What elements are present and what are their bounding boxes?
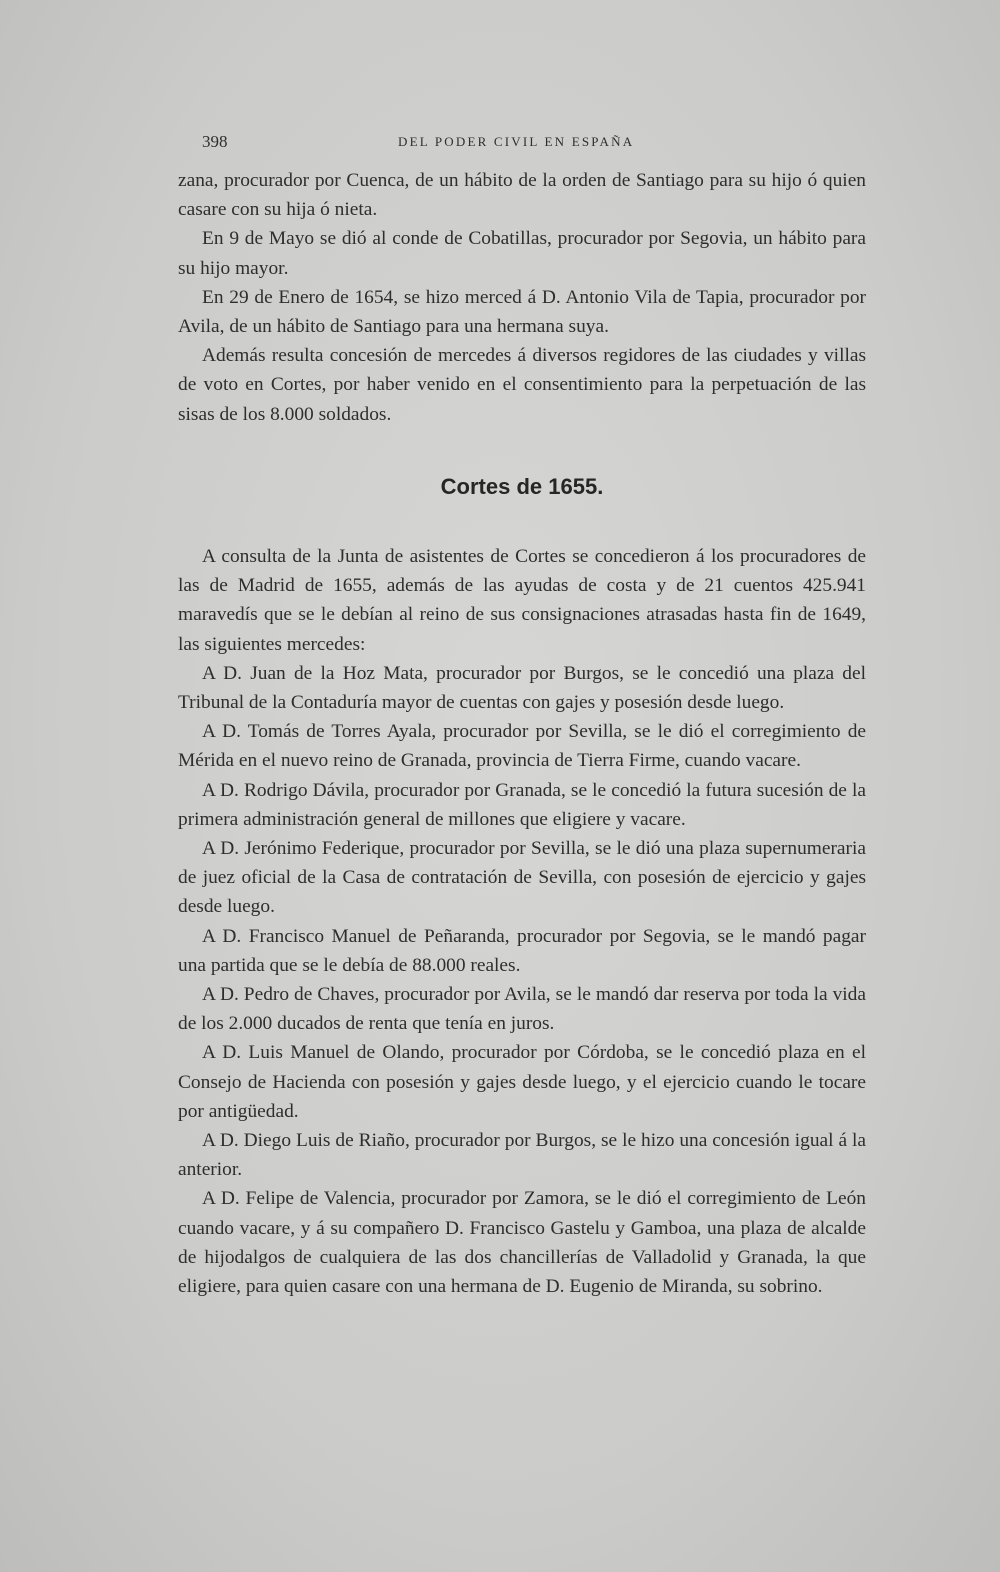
section-title: Cortes de 1655. — [440, 474, 604, 499]
paragraph: A D. Tomás de Torres Ayala, procurador por Sevilla, se le dió el corregimiento de Mérida en el nuevo reino de Granada, provincia de Tierra Firme, cuando vacare. — [178, 721, 866, 772]
paragraph: A D. Juan de la Hoz Mata, procurador por Burgos, se le concedió una plaza del Tribunal de la Contaduría mayor de cuentas con gajes y posesión desde luego. — [178, 662, 866, 714]
intro-text — [178, 166, 866, 429]
paragraph: A D. Luis Manuel de Olando, procurador por Córdoba, se le concedió plaza en el Consejo de Hacienda con posesión y gajes desde luego, y el ejercicio cuando le tocare por antigüedad. — [178, 1042, 866, 1122]
page-header — [178, 132, 868, 158]
paragraph: En 9 de Mayo se dió al conde de Cobatillas, procurador por Segovia, un hábito para su hijo mayor. — [178, 228, 866, 279]
paragraph: A D. Jerónimo Federique, procurador por Sevilla, se le dió una plaza supernumeraria de juez oficial de la Casa de contratación de Sevilla, con posesión de ejercicio y gajes desde luego. — [178, 838, 866, 918]
paragraph: A D. Rodrigo Dávila, procurador por Granada, se le concedió la futura sucesión de la primera administración general de millones que eligiere y vacare. — [178, 779, 866, 830]
paragraph: Además resulta concesión de mercedes á diversos regidores de las ciudades y villas de voto en Cortes, por haber venido en el consentimiento para la perpetuación de las sisas de los 8.000 soldados. — [178, 345, 866, 425]
page-number: 398 — [202, 132, 228, 151]
running-head: DEL PODER CIVIL EN ESPAÑA — [398, 134, 635, 149]
paragraph: A D. Diego Luis de Riaño, procurador por Burgos, se le hizo una concesión igual á la anterior. — [178, 1130, 866, 1181]
paragraph: A D. Felipe de Valencia, procurador por Zamora, se le dió el corregimiento de León cuando vacare, y á su compañero D. Francisco Gastelu y Gamboa, una plaza de alcalde de hijodalgos de cualquiera de las dos chancillerías de Valladolid y Granada, la que eligiere, para quien casare con una hermana de D. Eugenio de Miranda, su sobrino. — [178, 1188, 866, 1298]
paragraph: En 29 de Enero de 1654, se hizo merced á D. Antonio Vila de Tapia, procurador por Avila, de un hábito de Santiago para una hermana suya. — [178, 286, 866, 338]
paragraph: A D. Pedro de Chaves, procurador por Avila, se le mandó dar reserva por toda la vida de los 2.000 ducados de renta que tenía en juros. — [178, 984, 866, 1035]
paragraph: A consulta de la Junta de asistentes de Cortes se concedieron á los procuradores de las de Madrid de 1655, además de las ayudas de costa y de 21 cuentos 425.941 maravedís que se le debían al reino de sus consignaciones atrasadas hasta fin de 1649, las siguientes mercedes: — [178, 546, 866, 655]
section-text — [178, 542, 866, 1301]
paragraph: zana, procurador por Cuenca, de un hábito de la orden de Santiago para su hijo ó quien casare con su hija ó nieta. — [178, 170, 866, 221]
paragraph: A D. Francisco Manuel de Peñaranda, procurador por Segovia, se le mandó pagar una partida que se le debía de 88.000 reales. — [178, 925, 866, 976]
